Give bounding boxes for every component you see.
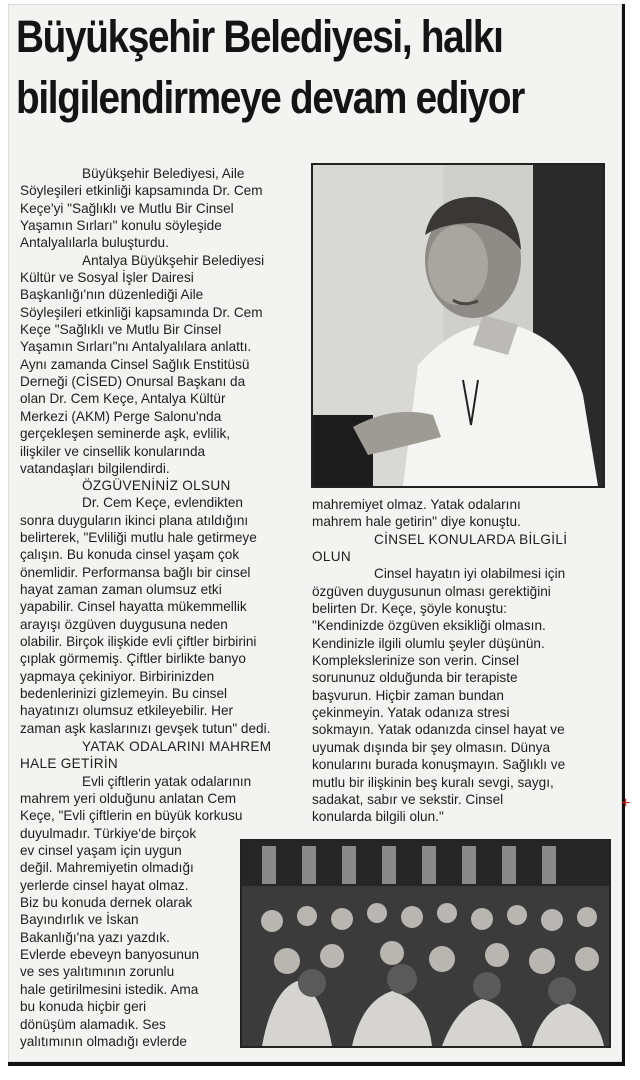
yatak-line: ve ses yalıtımının zorunlu: [20, 964, 175, 980]
intro-line: Yaşamın Sırları" konulu söyleşide: [20, 218, 222, 234]
right-line: mahremiyet olmaz. Yatak odalarını: [312, 497, 521, 512]
ozguven-line: çalışın. Bu konuda cinsel yaşam çok: [20, 547, 240, 563]
ozguven-line: yapabilir. Cinsel hayatta mükemmellik: [20, 599, 247, 615]
audience-photo: [240, 839, 611, 1048]
yatak-line: yalıtımının olmadığı evlerde: [20, 1033, 187, 1049]
cinsel-line: özgüven duygusunun olması gerektiğini: [312, 583, 551, 599]
cinsel-line: uyumak dışında bir şey olmasın. Dünya: [312, 739, 551, 755]
speaker-photo-image: [313, 165, 603, 486]
yatak-line: Bayındırlık ve İskan: [20, 912, 139, 928]
section-yatak-odalari: [20, 738, 272, 1050]
cinsel-line: konularda bilgili olun.": [312, 809, 444, 825]
right-column: [312, 496, 617, 826]
cinsel-line: konularını burada konuşmayın. Sağlıklı ve: [312, 757, 566, 773]
intro-line: Söyleşileri etkinliği kapsamında Dr. Cem: [20, 304, 263, 320]
section-ozguven: [20, 477, 305, 737]
intro-line: Söyleşileri etkinliği kapsamında Dr. Cem: [20, 183, 263, 199]
yatak-line: dönüşüm alamadık. Ses: [20, 1016, 166, 1032]
section-title-yatak-line-2: HALE GETİRİN: [20, 756, 119, 772]
headline: [16, 6, 532, 128]
yatak-line: duyulmadır. Türkiye'de birçok: [20, 825, 197, 841]
intro-line: Antalya Büyükşehir Belediyesi: [82, 252, 265, 268]
intro-line: gerçekleşen seminerde aşk, evlilik,: [20, 426, 231, 442]
cinsel-line: sorununuz olduğunda bir terapiste: [312, 670, 518, 686]
cinsel-line: "Kendinizde özgüven eksikliği olmasın.: [312, 618, 546, 634]
audience-photo-image: [242, 841, 609, 1046]
intro-line: Aynı zamanda Cinsel Sağlık Enstitüsü: [20, 356, 250, 372]
yatak-line: ev cinsel yaşam için uygun: [20, 843, 182, 859]
intro-line: ilişkiler ve cinsellik konularında: [20, 443, 206, 459]
ozguven-line: çıplak görmemiş. Çiftler birlikte banyo: [20, 651, 246, 667]
yatak-line: Bakanlığı'na yazı yazdık.: [20, 929, 170, 945]
yatak-line: bu konuda hiçbir geri: [20, 999, 147, 1015]
cinsel-line: sokmayın. Yatak odanızda cinsel hayat ve: [312, 722, 565, 738]
right-line: mahrem hale getirin" diye konuştu.: [312, 514, 521, 530]
ozguven-line: Dr. Cem Keçe, evlendikten: [82, 495, 243, 511]
intro-line: olan Dr. Cem Keçe, Antalya Kültür: [20, 391, 226, 407]
section-title-cinsel-line-1: CİNSEL KONULARDA BİLGİLİ: [374, 531, 568, 547]
intro-column: [20, 165, 305, 477]
yatak-line: değil. Mahremiyetin olmadığı: [20, 860, 194, 876]
section-title-yatak-line-1: YATAK ODALARINI MAHREM: [82, 739, 272, 754]
section-title-ozguven: ÖZGÜVENİNİZ OLSUN: [82, 478, 231, 493]
cinsel-line: belirten Dr. Keçe, şöyle konuştu:: [312, 601, 507, 617]
ozguven-line: zaman aşk kaslarınızı gevşek tutun" dedi.: [20, 720, 271, 736]
intro-line: Yaşamın Sırları"nı Antalyalılara anlattı.: [20, 339, 252, 355]
speaker-photo: [311, 163, 605, 488]
plus-mark-icon: +: [621, 795, 631, 812]
cinsel-line: Kendinizle ilgili olumlu şeyler düşünün.: [312, 635, 545, 651]
section-title-cinsel-line-2: OLUN: [312, 549, 351, 565]
headline-line-2: bilgilendirmeye devam ediyor: [16, 72, 525, 123]
ozguven-line: arayışı özgüven duygusuna neden: [20, 616, 228, 632]
intro-line: Kültür ve Sosyal İşler Dairesi: [20, 270, 194, 286]
intro-line: vatandaşları bilgilendirdi.: [20, 460, 170, 476]
cinsel-line: çekinmeyin. Yatak odanıza stresi: [312, 705, 510, 721]
yatak-line: Evli çiftlerin yatak odalarının: [82, 773, 252, 789]
cinsel-line: Komplekslerinize son verin. Cinsel: [312, 653, 520, 669]
intro-line: Keçe "Sağlıklı ve Mutlu Bir Cinsel: [20, 322, 222, 338]
intro-line: Antalyalılarla buluşturdu.: [20, 235, 169, 251]
ozguven-line: hayat zaman zaman olumsuz etki: [20, 582, 222, 598]
cinsel-line: Cinsel hayatın iyi olabilmesi için: [374, 566, 566, 582]
yatak-line: Biz bu konuda dernek olarak: [20, 895, 193, 911]
intro-line: Derneği (CİSED) Onursal Başkanı da: [20, 374, 246, 390]
yatak-line: yerlerde cinsel hayat olmaz.: [20, 877, 189, 893]
intro-line: Merkezi (AKM) Perge Salonu'nda: [20, 408, 222, 424]
yatak-line: Evlerde ebeveyn banyosunun: [20, 947, 200, 963]
headline-line-1: Büyükşehir Belediyesi, halkı: [16, 11, 503, 62]
cinsel-line: mutlu bir ilişkinin beş kuralı sevgi, saygı,: [312, 774, 554, 790]
ozguven-line: olabilir. Birçok ilişkide evli çiftler birbirini: [20, 634, 257, 650]
ozguven-line: hayatınızı olumsuz etkileyebilir. Her: [20, 703, 234, 719]
cinsel-line: başvurun. Hiçbir zaman bundan: [312, 687, 504, 703]
yatak-line: mahrem yeri olduğunu anlatan Cem: [20, 791, 237, 807]
intro-line: Büyükşehir Belediyesi, Aile: [82, 166, 245, 181]
ozguven-line: yapmaya çekiniyor. Birbirinizden: [20, 668, 215, 684]
intro-line: Başkanlığı'nın düzenlediği Aile: [20, 287, 204, 303]
yatak-line: Keçe, "Evli çiftlerin en büyük korkusu: [20, 808, 243, 824]
intro-line: Keçe'yi "Sağlıklı ve Mutlu Bir Cinsel: [20, 200, 234, 216]
ozguven-line: sonra duyguların ikinci plana atıldığını: [20, 512, 249, 528]
bottom-rule: [8, 1062, 625, 1066]
yatak-line: hale getirilmesini istedik. Ama: [20, 981, 199, 997]
ozguven-line: bedenlerinizi gizlemeyin. Bu cinsel: [20, 686, 228, 702]
ozguven-line: önemlidir. Performansa bağlı bir cinsel: [20, 564, 251, 580]
ozguven-line: belirterek, "Evliliği mutlu hale getirmeye: [20, 530, 257, 546]
cinsel-line: sadakat, sabır ve sekstir. Cinsel: [312, 791, 504, 807]
